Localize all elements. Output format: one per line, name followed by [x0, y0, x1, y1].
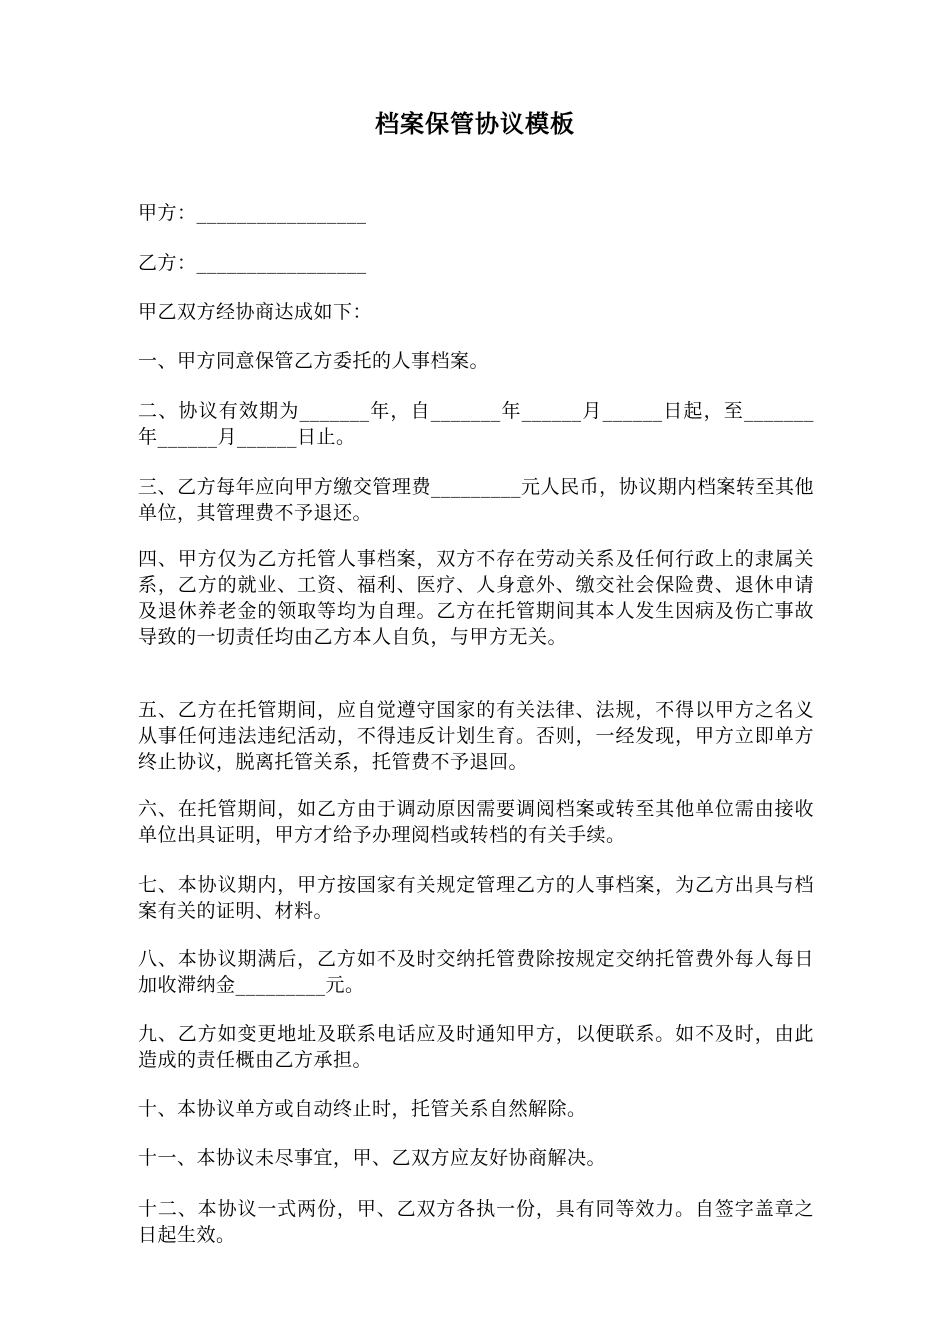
- clause-11: 十一、本协议未尽事宜，甲、乙双方应友好协商解决。: [138, 1147, 607, 1169]
- clause-7: 七、本协议期内，甲方按国家有关规定管理乙方的人事档案，为乙方出具与档案有关的证明、材料。: [138, 874, 814, 922]
- clause-2: 二、协议有效期为_______年，自_______年______月______日起，至_______年______月______日止。: [138, 400, 814, 448]
- clause-5: 五、乙方在托管期间，应自觉遵守国家的有关法律、法规，不得以甲方之名义从事任何违法违纪活动，不得违反计划生育。否则，一经发现，甲方立即单方终止协议，脱离托管关系，托管费不予退回。: [138, 699, 814, 773]
- clause-9: 九、乙方如变更地址及联系电话应及时通知甲方，以便联系。如不及时，由此造成的责任概由乙方承担。: [138, 1023, 814, 1071]
- clause-6: 六、在托管期间，如乙方由于调动原因需要调阅档案或转至其他单位需由接收单位出具证明，甲方才给予办理阅档或转档的有关手续。: [138, 798, 814, 846]
- clause-3: 三、乙方每年应向甲方缴交管理费_________元人民币，协议期内档案转至其他单位，其管理费不予退还。: [138, 476, 814, 524]
- party-a-line: 甲方：_________________: [138, 202, 367, 224]
- intro-text: 甲乙双方经协商达成如下：: [138, 301, 373, 323]
- clause-10: 十、本协议单方或自动终止时，托管关系自然解除。: [138, 1098, 587, 1120]
- clause-8: 八、本协议期满后，乙方如不及时交纳托管费除按规定交纳托管费外每人每日加收滞纳金_________元。: [138, 948, 814, 996]
- clause-1: 一、甲方同意保管乙方委托的人事档案。: [138, 350, 490, 372]
- clause-12: 十二、本协议一式两份，甲、乙双方各执一份，具有同等效力。自签字盖章之日起生效。: [138, 1198, 814, 1246]
- clause-4: 四、甲方仅为乙方托管人事档案，双方不存在劳动关系及任何行政上的隶属关系，乙方的就业、工资、福利、医疗、人身意外、缴交社会保险费、退休申请及退休养老金的领取等均为自理。乙方在托管期间其本人发生因病及伤亡事故导致的一切责任均由乙方本人自负，与甲方无关。: [138, 548, 814, 648]
- document-title: 档案保管协议模板: [375, 109, 575, 138]
- party-b-line: 乙方：_________________: [138, 252, 367, 274]
